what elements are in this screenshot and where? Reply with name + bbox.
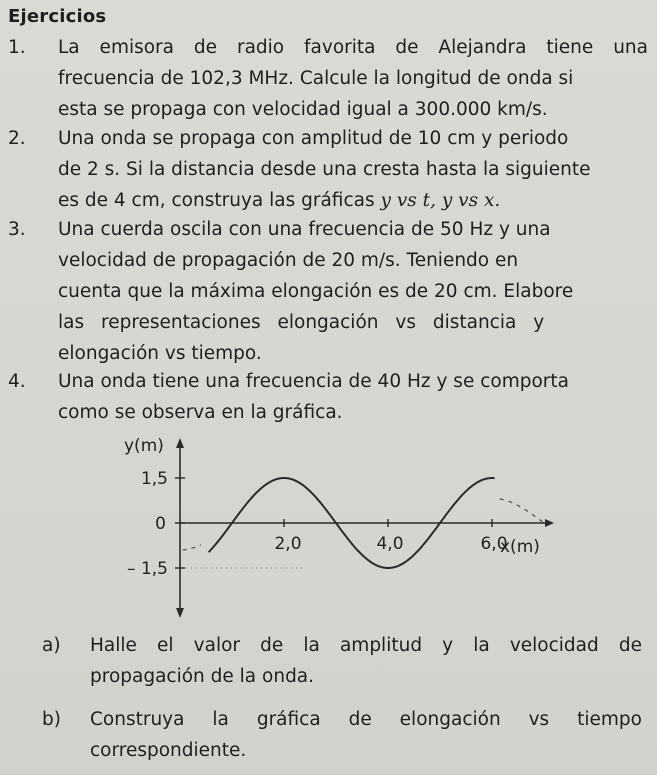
exercise-line: Una onda tiene una frecuencia de 40 Hz y se comporta <box>58 371 569 392</box>
y-tick-label: 1,5 <box>140 469 168 489</box>
wave-chart <box>100 428 570 624</box>
exercise-line: esta se propaga con velocidad igual a 300.000 km/s. <box>58 99 548 120</box>
y-axis-arrow-up <box>176 438 184 448</box>
exercise-line: como se observa en la gráfica. <box>58 402 343 423</box>
subquestion-a <box>42 630 642 692</box>
exercise-2 <box>8 123 648 216</box>
x-axis-label: x(m) <box>500 537 540 557</box>
y-axis-label: y(m) <box>124 436 164 456</box>
exercise-line: La emisora de radio favorita de Alejandra tiene una <box>58 37 648 58</box>
exercise-number: 3. <box>8 219 26 240</box>
exercise-line: velocidad de propagación de 20 m/s. Teniendo en <box>58 250 519 271</box>
x-tick-label: 2,0 <box>274 534 302 554</box>
exercise-line-text: es de 4 cm, construya las gráficas <box>58 190 381 211</box>
exercise-number: 2. <box>8 128 26 149</box>
y-tick-label: – 1,5 <box>127 559 168 579</box>
exercise-line: Una cuerda oscila con una frecuencia de 50 Hz y una <box>58 219 551 240</box>
subquestion-label: b) <box>42 709 61 730</box>
exercise-line <box>58 185 648 216</box>
x-tick-label: 4,0 <box>376 534 404 554</box>
exercise-number: 4. <box>8 371 26 392</box>
y-tick-label: 0 <box>155 514 166 534</box>
subquestion-line: correspondiente. <box>90 740 247 761</box>
exercise-1 <box>8 32 648 125</box>
exercise-line: las representaciones elongación vs distancia y <box>58 312 545 333</box>
subquestion-b <box>42 704 642 766</box>
exercise-line: cuenta que la máxima elongación es de 20 cm. Elabore <box>58 281 574 302</box>
exercise-line: de 2 s. Si la distancia desde una cresta hasta la siguiente <box>58 159 591 180</box>
exercise-3 <box>8 214 648 369</box>
subquestion-label: a) <box>42 635 61 656</box>
math-expression: y vs t, y vs x. <box>380 190 501 211</box>
x-axis-arrow <box>545 519 554 527</box>
exercise-number: 1. <box>8 37 26 58</box>
subquestion-line: Construya la gráfica de elongación vs tiempo <box>90 709 642 730</box>
exercise-line: Una onda se propaga con amplitud de 10 cm y periodo <box>58 128 569 149</box>
subquestion-line: Halle el valor de la amplitud y la velocidad de <box>90 635 642 656</box>
exercise-line: frecuencia de 102,3 MHz. Calcule la longitud de onda si <box>58 68 574 89</box>
subquestion-line: propagación de la onda. <box>90 666 315 687</box>
page-title: Ejercicios <box>8 6 107 27</box>
chart-axes <box>175 438 554 618</box>
x-tick-label: 6,0 <box>480 534 508 554</box>
exercise-line: elongación vs tiempo. <box>58 343 262 364</box>
y-axis-arrow-down <box>176 608 184 618</box>
exercise-4 <box>8 366 648 428</box>
